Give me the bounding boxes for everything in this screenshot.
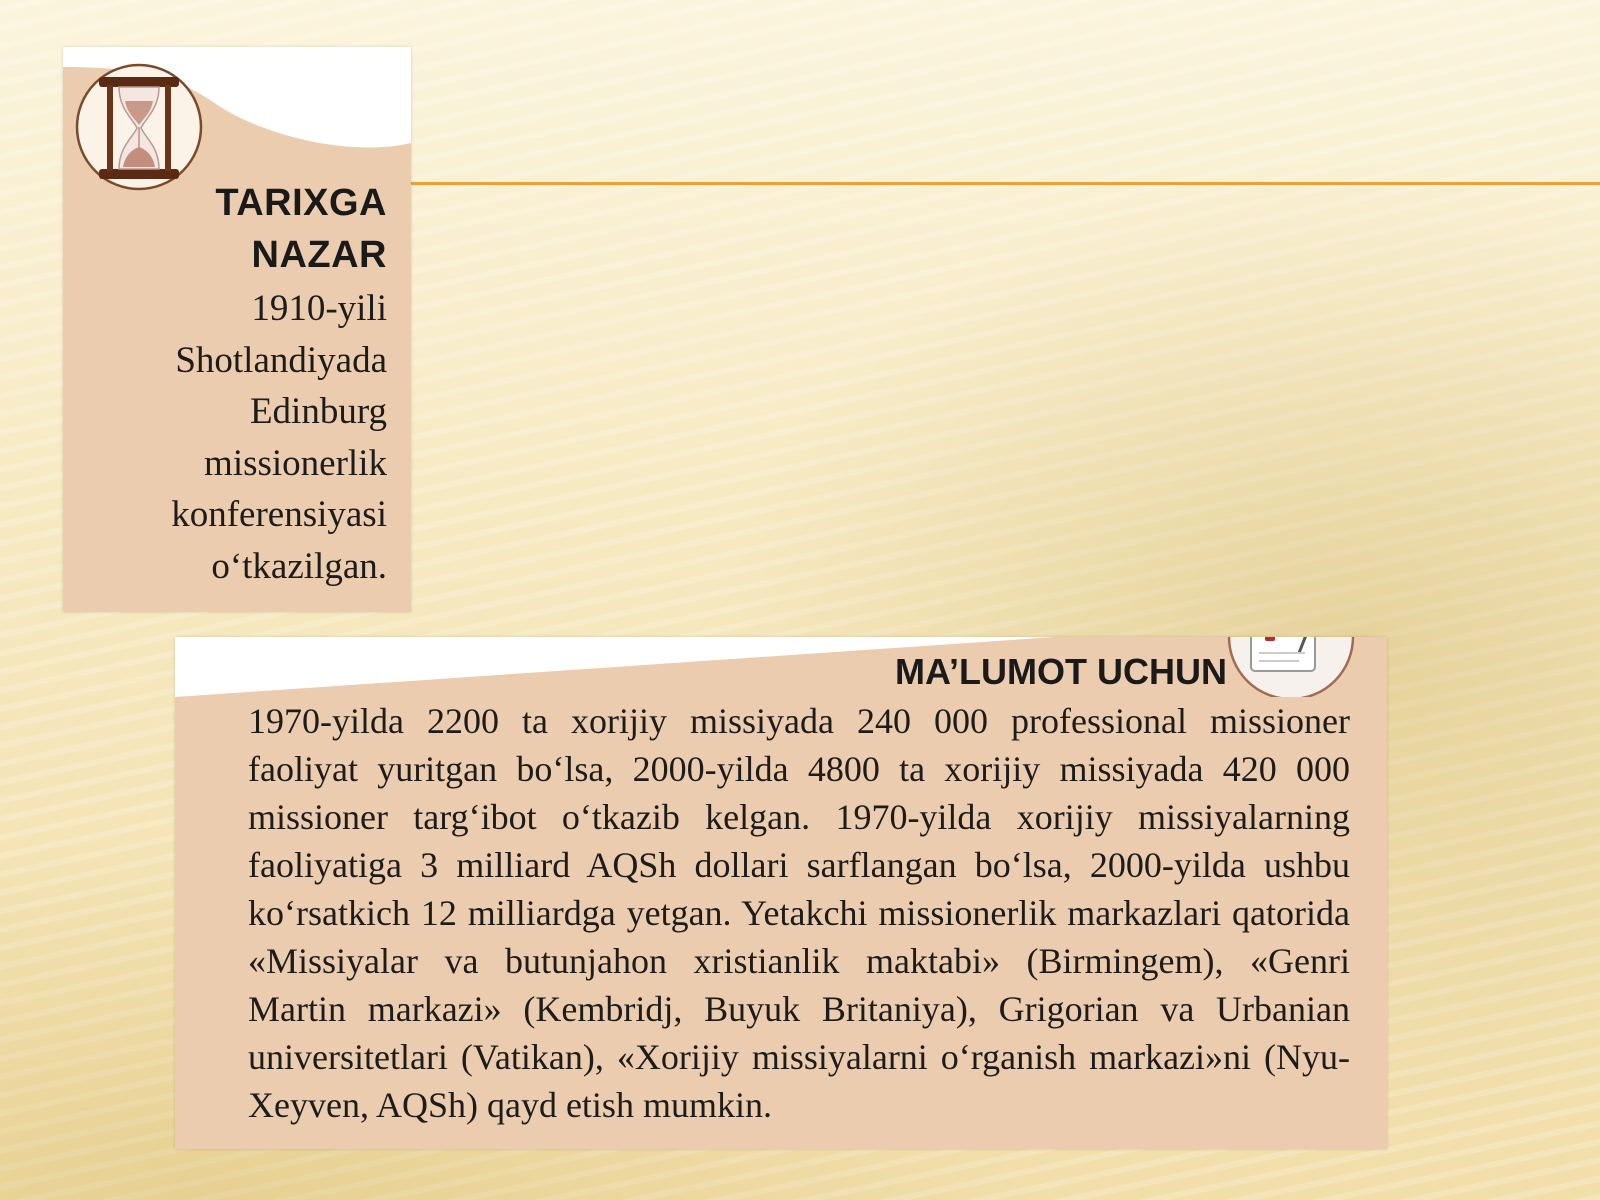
- history-body-text: [87, 283, 387, 592]
- info-body-text: 1970-yilda 2200 ta xorijiy missiyada 240 000 professional missioner faoliyat yuritgan bo‘lsa, 2000-yilda 4800 ta xorijiy missiyada 420 000 missioner targ‘ibot o‘tkazib kelgan. 1970-yilda xorijiy missiyalarning faoliyatiga 3 milliard AQSh dollari sarflangan bo‘lsa, 2000-yilda ushbu ko‘rsatkich 12 milliardga yetgan. Yetakchi missionerlik markazlari qatorida «Missiyalar va butunjahon xristianlik maktabi» (Birmingem), «Genri Martin markazi» (Kembridj, Buyuk Britaniya), Grigorian va Urbanian universitetlari (Vatikan), «Xorijiy missiyalarni o‘rganish markazi»ni (Nyu-Xeyven, AQSh) qayd etish mumkin.: [248, 701, 1350, 1125]
- history-line: missionerlik: [204, 442, 387, 484]
- history-title: [215, 177, 387, 281]
- history-line: o‘tkazilgan.: [211, 545, 387, 587]
- history-line: Shotlandiyada: [175, 339, 387, 381]
- header-divider-line: [408, 182, 1600, 185]
- info-note-box: [175, 637, 1387, 1149]
- history-line: Edinburg: [249, 391, 387, 432]
- history-note-box: [63, 47, 411, 612]
- history-line: konferensiyasi: [171, 494, 387, 535]
- clipboard-icon: [1225, 637, 1357, 697]
- hourglass-icon: [63, 57, 215, 191]
- history-title-line-1: TARIXGA: [215, 182, 387, 224]
- history-line: 1910-yili: [251, 288, 387, 329]
- info-title: MA’LUMOT UCHUN: [895, 651, 1227, 692]
- history-title-line-2: NAZAR: [251, 234, 387, 276]
